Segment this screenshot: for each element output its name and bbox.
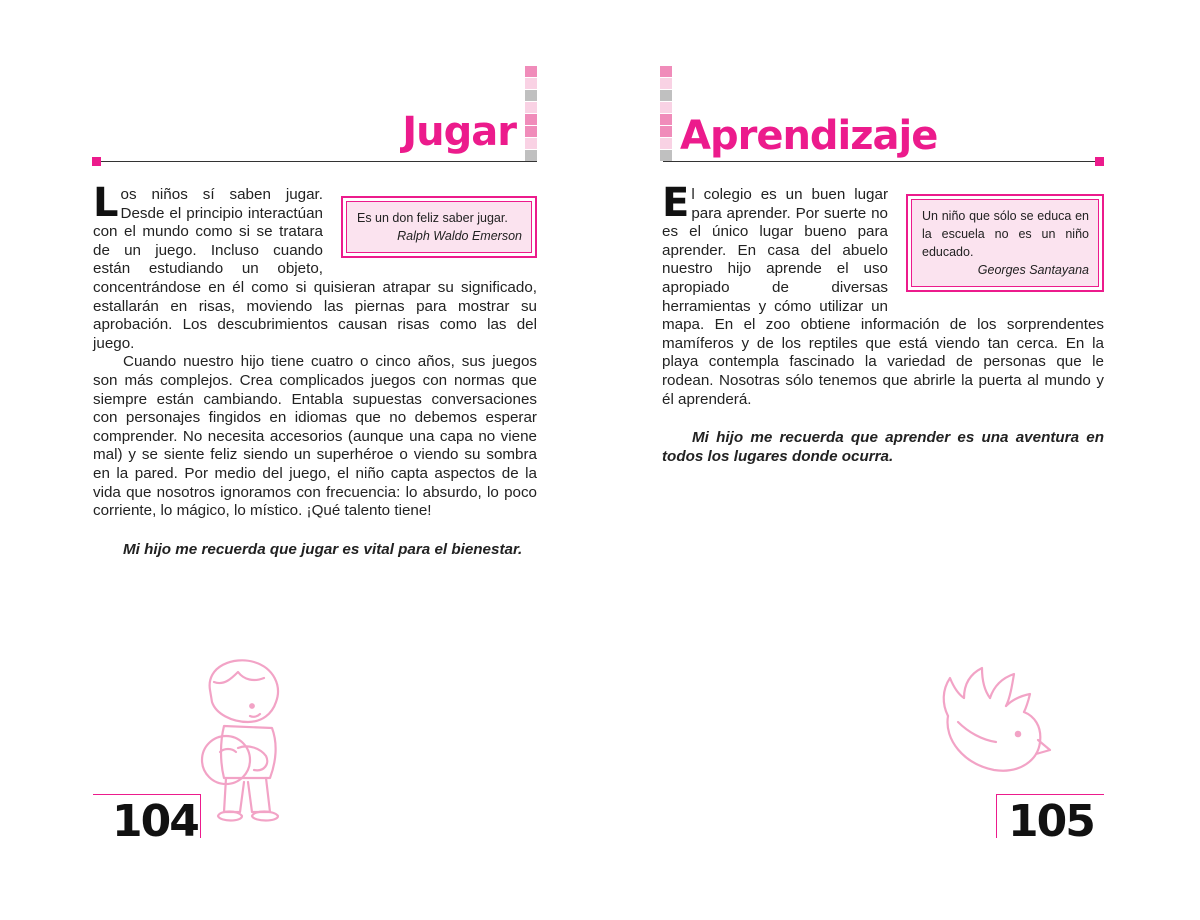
quote-author: Georges Santayana	[977, 263, 1089, 277]
decorative-bars	[660, 66, 672, 162]
quote-box	[906, 194, 1104, 292]
decorative-bars	[525, 66, 537, 162]
page-number-rule	[996, 794, 1104, 795]
quote-text: Es un don feliz saber jugar.	[357, 211, 508, 225]
bird-illustration	[934, 660, 1054, 780]
body-text	[662, 180, 1104, 466]
title-rule	[101, 161, 537, 162]
body-text	[93, 180, 537, 559]
quote-text: Un niño que sólo se educa en la escuela no es un niño educado.	[922, 209, 1089, 259]
drop-cap: L	[93, 180, 119, 226]
title-rule	[663, 161, 1095, 162]
closing-statement: Mi hijo me recuerda que jugar es vital para el bienestar.	[123, 540, 523, 558]
page-number: 104	[112, 796, 198, 847]
page-number-rule	[93, 794, 201, 795]
rule-marker	[1095, 157, 1104, 166]
paragraph: os niños sí saben jugar. Desde el principio interactúan con el mundo como si se tratara de un juego. Incluso cuando están estudiando un objeto, concentrándose en él como si quisieran atrapar su significado, estallarán en risas, moviendo las piernas para mostrar su aprobación. Los descubrimientos causan risas como las del juego.	[93, 186, 537, 352]
page-number: 105	[1008, 796, 1094, 847]
page-title: Aprendizaje	[680, 113, 938, 159]
paragraph: l colegio es un buen lugar para aprender. Por suerte no es el único lugar bueno para aprender. En casa del abuelo nuestro hijo aprende el uso apropiado de diversas herramientas y cómo utilizar un mapa. En el zoo obtiene información de los sorprendentes mamíferos y de los reptiles que está viendo tan cerca. En la playa contempla fascinado la variedad de personas que le rodean. Nosotras sólo tenemos que abrirle la puerta al mundo y él aprenderá.	[662, 186, 1104, 408]
drop-cap: E	[662, 180, 690, 226]
quote-author: Ralph Waldo Emerson	[397, 229, 522, 243]
page-title: Jugar	[402, 109, 516, 155]
quote-box	[341, 196, 537, 258]
right-page	[600, 0, 1200, 920]
paragraph: Cuando nuestro hijo tiene cuatro o cinco años, sus juegos son más complejos. Crea complicados juegos con normas que siempre están cambiando. Entabla supuestas conversaciones con personajes fingidos en idiomas que no debemos esperar comprender. No necesita accesorios (aunque una capa no viene mal) y se siente feliz siendo un superhéroe o viendo su sombra en la pared. Por medio del juego, el niño capta aspectos de la vida que nosotros ignoramos con frecuencia: lo absurdo, lo poco corriente, lo mágico, lo místico. ¡Qué talento tiene!	[93, 353, 537, 520]
rule-marker	[92, 157, 101, 166]
page-number-rule	[200, 794, 201, 838]
child-with-ball-illustration	[190, 652, 300, 832]
page-number-rule	[996, 794, 997, 838]
closing-statement: Mi hijo me recuerda que aprender es una aventura en todos los lugares donde ocurra.	[662, 429, 1104, 465]
